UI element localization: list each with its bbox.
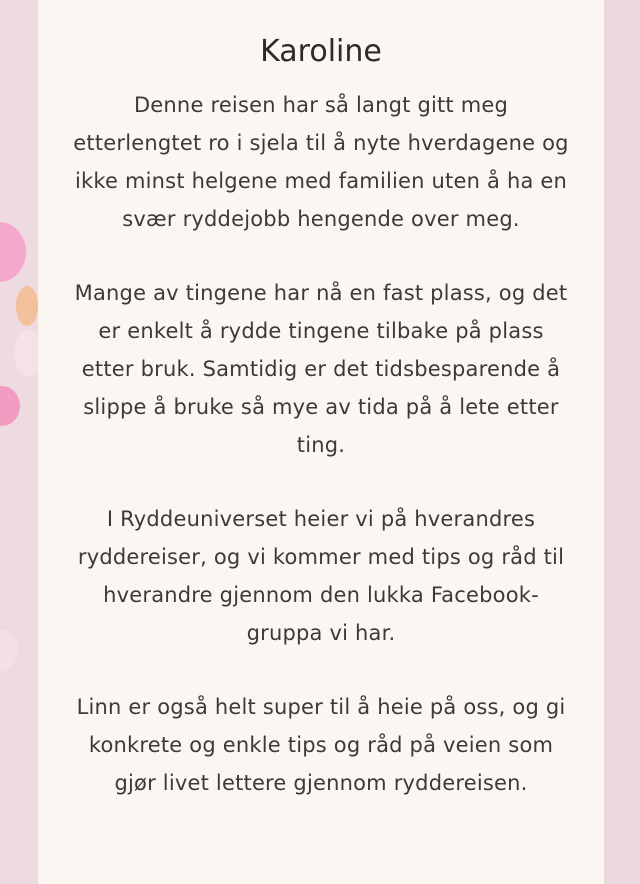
decorative-circle <box>16 286 38 326</box>
testimonial-name: Karoline <box>260 34 382 69</box>
testimonial-paragraph: Denne reisen har så langt gitt meg etterlengtet ro i sjela til å nyte hverdagene og ikke minst helgene med familien uten å ha en svær ryddejobb hengende over meg. <box>73 93 569 231</box>
testimonial-paragraph: Mange av tingene har nå en fast plass, og det er enkelt å rydde tingene tilbake på plass etter bruk. Samtidig er det tidsbesparende å slippe å bruke så mye av tida på å lete etter ting. <box>74 281 568 457</box>
testimonial-card <box>38 0 604 884</box>
testimonial-paragraph: Linn er også helt super til å heie på oss, og gi konkrete og enkle tips og råd på veien som gjør livet lettere gjennom ryddereisen. <box>76 695 566 795</box>
decorative-circle <box>14 330 38 376</box>
testimonial-paragraph: I Ryddeuniverset heier vi på hverandres ryddereiser, og vi kommer med tips og råd til hverandre gjennom den lukka Facebook-gruppa vi har. <box>77 507 565 645</box>
decorative-background-right <box>604 0 640 884</box>
decorative-background-left <box>0 0 38 884</box>
decorative-circle <box>0 630 18 670</box>
decorative-circle <box>0 222 26 282</box>
decorative-circle <box>0 386 20 426</box>
